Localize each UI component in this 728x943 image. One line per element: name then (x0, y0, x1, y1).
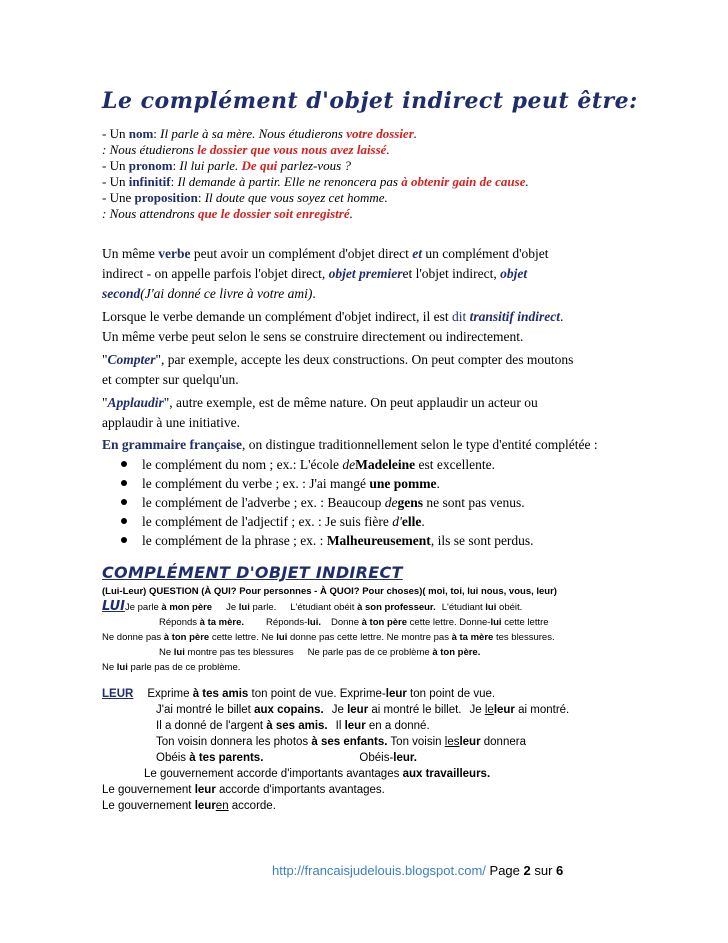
text: . (349, 206, 353, 221)
text: - Une (102, 190, 135, 205)
paragraph-applaudir (102, 393, 628, 413)
text: à tes parents. (189, 752, 264, 764)
paragraph-verbe-2 (102, 264, 628, 284)
example-bold: Madeleine (355, 457, 416, 472)
text: tes blessures. (493, 632, 555, 643)
list-item (102, 531, 628, 550)
text: ton point de vue. Exprime- (248, 688, 386, 700)
keyword-compter: Compter (107, 352, 156, 367)
bullet-icon (121, 499, 127, 505)
text: un complément d'objet (421, 246, 549, 261)
text: à son professeur. (357, 602, 436, 613)
text: parle. (249, 602, 277, 613)
form-line-pronom (102, 158, 628, 174)
keyword-proposition: proposition (134, 190, 198, 205)
paragraph-verbe (102, 244, 628, 264)
text: " (102, 395, 108, 410)
text: aux travailleurs. (402, 768, 491, 780)
text: ", par exemple, accepte les deux constructions. On peut compter des moutons (155, 352, 574, 367)
text: le complément de l'adjectif ; ex. : Je suis fière (142, 514, 393, 529)
leur-row-1 (102, 686, 628, 702)
example: Il demande à partir. Elle ne renoncera pas (177, 174, 402, 189)
bullet-icon (121, 461, 127, 467)
form-line-proposition (102, 190, 628, 206)
leur-section (102, 686, 628, 814)
form-line-proposition-2 (102, 206, 628, 222)
coi-forms-list (102, 126, 628, 222)
list-item (102, 512, 628, 531)
text: Ne donne pas (102, 632, 164, 643)
example: Il doute que vous soyez cet homme. (204, 190, 388, 205)
text: Réponds- (266, 617, 308, 628)
text: dit (451, 309, 470, 324)
text: . (436, 476, 440, 491)
paragraph-applaudir-2: applaudir à une initiative. (102, 415, 240, 430)
keyword-nom: nom (128, 126, 154, 141)
form-line-nom (102, 126, 628, 142)
text: ai montré. (514, 704, 570, 716)
example-bold: une pomme (369, 476, 437, 491)
keyword-infinitif: infinitif (128, 174, 171, 189)
lui-row-3 (102, 630, 628, 645)
lui-row-2 (102, 615, 628, 630)
text: à ton père (163, 632, 210, 643)
text: lui (485, 602, 497, 613)
text: le complément de l'adverbe ; ex. : Beaucoup (142, 495, 385, 510)
text: les (444, 736, 460, 748)
text: en a donné. (365, 720, 430, 732)
text: le complément de la phrase ; ex. : (142, 533, 327, 548)
text: à ta mère (451, 632, 494, 643)
text: - Un (102, 158, 129, 173)
text: en (215, 800, 229, 812)
text: Il (335, 720, 345, 732)
text: , on distingue traditionnellement selon le type d'entité complétée : (241, 437, 598, 452)
complement-types-list (102, 455, 628, 550)
keyword-grammaire: En grammaire française (102, 437, 242, 452)
text: . (312, 286, 316, 301)
text: lui (116, 662, 128, 673)
text: ton point de vue. (406, 688, 496, 700)
leur-row-3 (102, 718, 628, 734)
text: Ne (159, 647, 174, 658)
text: donne pas cette lettre. Ne montre pas (287, 632, 452, 643)
text: lui (490, 617, 502, 628)
keyword-objet-premier: objet premier (328, 266, 403, 281)
leur-row-4 (102, 734, 628, 750)
text: " (102, 352, 108, 367)
lui-row-4 (102, 645, 628, 660)
text: ne sont pas venus. (422, 495, 525, 510)
lui-row-1 (102, 599, 628, 615)
text: peut avoir un complément d'objet direct (190, 246, 413, 261)
text: - Un (102, 174, 129, 189)
text: leur (194, 784, 216, 796)
text: Le gouvernement accorde d'importants avantages (144, 768, 403, 780)
text: Je (226, 602, 239, 613)
text: J'ai montré le billet (156, 704, 255, 716)
text: à ses enfants. (311, 736, 388, 748)
lui-section (102, 584, 628, 675)
text: Obéis (156, 752, 190, 764)
bullet-icon (121, 480, 127, 486)
keyword-second: second (102, 286, 141, 301)
text: obéit. (496, 602, 523, 613)
text: de (384, 495, 398, 510)
text: Ton voisin donnera les photos (156, 736, 312, 748)
paragraph-transitif-2: Un même verbe peut selon le sens se construire directement ou indirectement. (102, 329, 524, 344)
text: : (153, 126, 161, 141)
text: le complément du nom ; ex.: L'école (142, 457, 343, 472)
text: Ne parle pas de ce problème (307, 647, 433, 658)
paragraph-transitif (102, 307, 628, 327)
text: L'étudiant (441, 602, 486, 613)
keyword-pronom: pronom (128, 158, 173, 173)
text: Un même (102, 246, 159, 261)
text: et l'objet indirect, (402, 266, 501, 281)
text: sur (530, 863, 557, 878)
leur-row-7 (102, 782, 628, 798)
text: Lorsque le verbe demande un complément d'objet indirect, il est (102, 309, 452, 324)
text: : (170, 174, 178, 189)
text: lui (276, 632, 288, 643)
text: . (413, 126, 418, 141)
bullet-icon (121, 518, 127, 524)
text: aux copains. (254, 704, 324, 716)
text: leur (493, 704, 515, 716)
text: à ta mère. (199, 617, 245, 628)
leur-row-2 (102, 702, 628, 718)
leur-row-5 (102, 750, 628, 766)
list-item (102, 493, 628, 512)
example: (J'ai donné ce livre à votre ami) (140, 286, 313, 301)
example: : Nous attendrons (102, 206, 198, 221)
example-bold: Malheureusement (326, 533, 431, 548)
text: Page (485, 863, 524, 878)
text: Je parle (124, 602, 162, 613)
text: à tes amis (192, 688, 249, 700)
keyword-verbe: verbe (158, 246, 191, 261)
text: Je (469, 704, 485, 716)
form-line-infinitif (102, 174, 628, 190)
text: d' (392, 514, 402, 529)
keyword-lui: LUI (102, 599, 125, 614)
keyword-leur: LEUR (102, 688, 134, 700)
text: : (172, 158, 180, 173)
text: lui. (307, 617, 321, 628)
leur-row-6 (102, 766, 628, 782)
explanation-section (102, 244, 628, 550)
page-number: 2 (523, 863, 531, 878)
text: Exprime (147, 688, 193, 700)
example-bold: gens (397, 495, 423, 510)
keyword-objet: objet (500, 266, 528, 281)
text: Ne (102, 662, 117, 673)
paragraph-compter-2: et compter sur quelqu'un. (102, 372, 239, 387)
text: ai montré le billet. (368, 704, 462, 716)
page-total: 6 (556, 863, 564, 878)
text: à ton père. (432, 647, 481, 658)
text: parlez-vous ? (277, 158, 351, 173)
keyword-applaudir: Applaudir (107, 395, 164, 410)
example: Il parle à sa mère. Nous étudierons (160, 126, 347, 141)
text: . (559, 309, 564, 324)
text: à ses amis. (266, 720, 328, 732)
text: Obéis- (359, 752, 394, 764)
text: donnera (480, 736, 526, 748)
page-footer (272, 863, 563, 878)
list-item (102, 474, 628, 493)
text: leur (385, 688, 407, 700)
text: leur (347, 704, 369, 716)
text: . (421, 514, 425, 529)
text: leur. (393, 752, 417, 764)
text: leur (344, 720, 366, 732)
text: . (386, 142, 390, 157)
text: Ton voisin (387, 736, 445, 748)
paragraph-grammaire (102, 435, 628, 455)
form-line-nom-2 (102, 142, 628, 158)
text: , ils se sont perdus. (430, 533, 534, 548)
highlight: De qui (241, 158, 278, 173)
text: cette lettre (501, 617, 549, 628)
text: de (342, 457, 356, 472)
page-title: Le complément d'objet indirect peut être: (102, 88, 638, 114)
text: . (525, 174, 529, 189)
text: le (484, 704, 494, 716)
example-bold: elle (401, 514, 422, 529)
highlight: à obtenir gain de cause (401, 174, 526, 189)
bullet-icon (121, 537, 127, 543)
text: accorde d'importants avantages. (215, 784, 385, 796)
text: : (197, 190, 205, 205)
highlight: que le dossier soit enregistré (197, 206, 350, 221)
text: cette lettre. Ne (209, 632, 277, 643)
keyword-et: et (412, 246, 422, 261)
text: à ton père (361, 617, 408, 628)
highlight: le dossier que vous nous avez laissé (197, 142, 387, 157)
leur-row-8 (102, 798, 628, 814)
text: Donne (330, 617, 362, 628)
coi-heading: COMPLÉMENT D'OBJET INDIRECT (102, 563, 403, 582)
text: leur (459, 736, 481, 748)
text: ", autre exemple, est de même nature. On peut applaudir un acteur ou (163, 395, 538, 410)
text: Le gouvernement (102, 800, 195, 812)
list-item (102, 455, 628, 474)
text: parle pas de ce problème. (127, 662, 241, 673)
text: lui (238, 602, 250, 613)
example: : Nous étudierons (102, 142, 198, 157)
lui-row-5 (102, 660, 628, 675)
text: leur (194, 800, 216, 812)
paragraph-compter (102, 350, 628, 370)
keyword-transitif-indirect: transitif indirect (469, 309, 560, 324)
text: indirect - on appelle parfois l'objet direct, (102, 266, 329, 281)
text: - Un (102, 126, 129, 141)
text: le complément du verbe ; ex. : J'ai mangé (142, 476, 370, 491)
highlight: votre dossier (346, 126, 414, 141)
example: Il lui parle. (179, 158, 242, 173)
text: Il a donné de l'argent (156, 720, 267, 732)
text: est excellente. (415, 457, 495, 472)
text: à mon père (161, 602, 213, 613)
lui-leur-question: (Lui-Leur) QUESTION (À QUI? Pour personnes - À QUOI? Pour choses)( moi, toi, lui nous, vous, leur) (102, 586, 557, 597)
blog-link[interactable]: http://francaisjudelouis.blogspot.com/ (272, 863, 486, 878)
text: L'étudiant obéit (290, 602, 358, 613)
text: Je (331, 704, 348, 716)
text: Le gouvernement (102, 784, 195, 796)
text: montre pas tes blessures (184, 647, 294, 658)
text: Réponds (159, 617, 200, 628)
text: accorde. (228, 800, 276, 812)
paragraph-verbe-3 (102, 284, 628, 304)
text: cette lettre. Donne- (407, 617, 491, 628)
text: lui (173, 647, 185, 658)
